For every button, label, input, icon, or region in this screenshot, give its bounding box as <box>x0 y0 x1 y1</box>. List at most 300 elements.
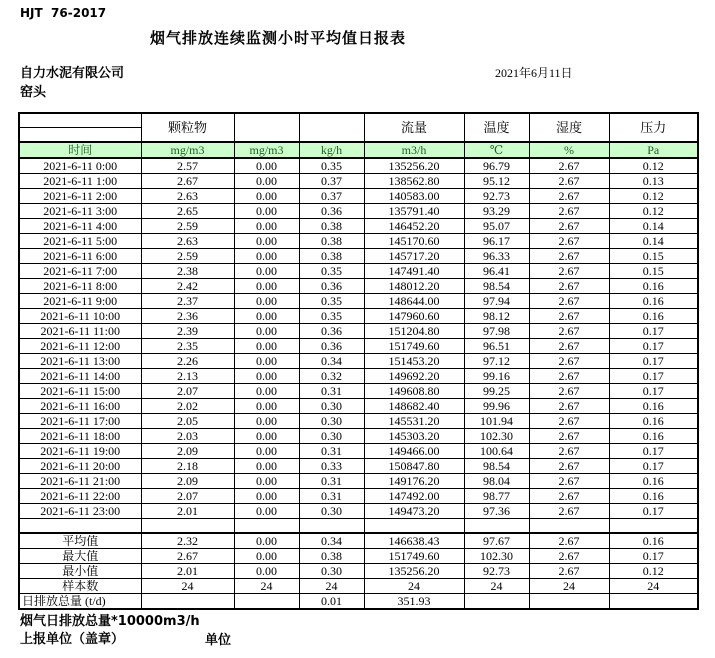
time-cell: 2021-6-11 5:00 <box>19 234 141 249</box>
time-cell: 2021-6-11 11:00 <box>19 324 141 339</box>
time-cell: 2021-6-11 23:00 <box>19 504 141 519</box>
value-cell: 96.33 <box>464 249 529 264</box>
value-cell: 0.00 <box>234 339 299 354</box>
header-group-row <box>19 113 698 128</box>
table-row <box>19 444 698 459</box>
value-cell: 0.00 <box>234 219 299 234</box>
value-cell: 135791.40 <box>364 204 464 219</box>
value-cell: 0.00 <box>234 384 299 399</box>
value-cell: 2.67 <box>529 504 609 519</box>
value-cell: 2.42 <box>141 279 234 294</box>
value-cell: 0.31 <box>299 489 364 504</box>
table-row <box>19 324 698 339</box>
value-cell: 0.31 <box>299 384 364 399</box>
table-row <box>19 279 698 294</box>
value-cell: 0.00 <box>234 264 299 279</box>
time-header-cell: 时间 <box>19 142 141 158</box>
value-cell: 2.67 <box>529 174 609 189</box>
value-cell: 99.25 <box>464 384 529 399</box>
value-cell: 0.36 <box>299 339 364 354</box>
value-cell: 0.00 <box>234 249 299 264</box>
value-cell: 140583.00 <box>364 189 464 204</box>
time-cell: 2021-6-11 1:00 <box>19 174 141 189</box>
value-cell: 2.09 <box>141 474 234 489</box>
value-cell: 96.79 <box>464 158 529 174</box>
value-cell: 0.00 <box>234 294 299 309</box>
value-cell: 0.00 <box>234 414 299 429</box>
value-cell: 0.12 <box>609 189 698 204</box>
summary-label-cell: 最小值 <box>19 564 141 579</box>
value-cell: 147492.00 <box>364 489 464 504</box>
value-cell: 0.30 <box>299 414 364 429</box>
summary-value-cell: 24 <box>464 579 529 594</box>
value-cell: 98.12 <box>464 309 529 324</box>
pollutant-group-cell: 颗粒物 <box>141 113 234 142</box>
unit-cell: Pa <box>609 142 698 158</box>
spacer-cell <box>464 519 529 534</box>
spacer-cell <box>609 519 698 534</box>
value-cell: 2.67 <box>529 158 609 174</box>
value-cell: 2.67 <box>529 399 609 414</box>
summary-value-cell: 0.00 <box>234 533 299 549</box>
value-cell: 2.26 <box>141 354 234 369</box>
table-row <box>19 234 698 249</box>
value-cell: 149692.20 <box>364 369 464 384</box>
summary-value-cell <box>141 594 234 610</box>
summary-value-cell: 146638.43 <box>364 533 464 549</box>
value-cell: 0.36 <box>299 324 364 339</box>
table-row <box>19 459 698 474</box>
summary-value-cell <box>609 594 698 610</box>
value-cell: 0.00 <box>234 174 299 189</box>
value-cell: 92.73 <box>464 189 529 204</box>
summary-value-cell: 0.34 <box>299 533 364 549</box>
value-cell: 2.67 <box>529 429 609 444</box>
summary-value-cell: 0.12 <box>609 564 698 579</box>
value-cell: 0.31 <box>299 474 364 489</box>
time-cell: 2021-6-11 6:00 <box>19 249 141 264</box>
value-cell: 2.57 <box>141 158 234 174</box>
spacer-cell <box>234 519 299 534</box>
summary-value-cell: 2.67 <box>141 549 234 564</box>
value-cell: 0.00 <box>234 429 299 444</box>
value-cell: 0.00 <box>234 399 299 414</box>
unit-cell: m3/h <box>364 142 464 158</box>
value-cell: 2.39 <box>141 324 234 339</box>
value-cell: 2.09 <box>141 444 234 459</box>
value-cell: 2.59 <box>141 249 234 264</box>
value-cell: 0.16 <box>609 489 698 504</box>
value-cell: 0.00 <box>234 309 299 324</box>
unit-label: 单位 <box>205 633 232 648</box>
value-cell: 2.67 <box>529 294 609 309</box>
value-cell: 2.36 <box>141 309 234 324</box>
value-cell: 0.30 <box>299 429 364 444</box>
header-corner-top-cell <box>19 113 141 128</box>
value-cell: 2.67 <box>529 309 609 324</box>
value-cell: 2.67 <box>529 204 609 219</box>
summary-value-cell: 0.38 <box>299 549 364 564</box>
summary-value-cell: 0.30 <box>299 564 364 579</box>
spacer-cell <box>19 519 141 534</box>
value-cell: 98.77 <box>464 489 529 504</box>
value-cell: 0.32 <box>299 369 364 384</box>
time-cell: 2021-6-11 8:00 <box>19 279 141 294</box>
value-cell: 0.17 <box>609 324 698 339</box>
value-cell: 0.17 <box>609 444 698 459</box>
summary-value-cell: 2.01 <box>141 564 234 579</box>
value-cell: 135256.20 <box>364 158 464 174</box>
value-cell: 2.67 <box>529 354 609 369</box>
value-cell: 147491.40 <box>364 264 464 279</box>
table-row <box>19 504 698 519</box>
value-cell: 149466.00 <box>364 444 464 459</box>
value-cell: 102.30 <box>464 429 529 444</box>
summary-value-cell: 0.00 <box>234 549 299 564</box>
summary-value-cell: 2.67 <box>529 549 609 564</box>
report-table <box>18 112 699 610</box>
header-unit-row <box>19 142 698 158</box>
summary-value-cell <box>464 594 529 610</box>
summary-value-cell: 24 <box>299 579 364 594</box>
table-row <box>19 429 698 444</box>
reporting-unit-stamp-label: 上报单位（盖章） <box>20 632 125 647</box>
value-cell: 148644.00 <box>364 294 464 309</box>
time-cell: 2021-6-11 17:00 <box>19 414 141 429</box>
summary-label-cell: 平均值 <box>19 533 141 549</box>
time-cell: 2021-6-11 18:00 <box>19 429 141 444</box>
value-cell: 99.96 <box>464 399 529 414</box>
value-cell: 0.31 <box>299 444 364 459</box>
value-cell: 0.16 <box>609 474 698 489</box>
value-cell: 146452.20 <box>364 219 464 234</box>
value-cell: 2.67 <box>529 339 609 354</box>
summary-value-cell: 24 <box>529 579 609 594</box>
summary-value-cell: 92.73 <box>464 564 529 579</box>
value-cell: 2.67 <box>529 384 609 399</box>
time-cell: 2021-6-11 12:00 <box>19 339 141 354</box>
value-cell: 0.16 <box>609 414 698 429</box>
summary-value-cell: 2.32 <box>141 533 234 549</box>
unit-cell: kg/h <box>299 142 364 158</box>
time-cell: 2021-6-11 19:00 <box>19 444 141 459</box>
pollutant-group-cell: 流量 <box>364 113 464 142</box>
value-cell: 2.07 <box>141 489 234 504</box>
table-row <box>19 219 698 234</box>
value-cell: 2.67 <box>529 324 609 339</box>
unit-cell: % <box>529 142 609 158</box>
time-cell: 2021-6-11 16:00 <box>19 399 141 414</box>
value-cell: 149473.20 <box>364 504 464 519</box>
summary-value-cell: 0.16 <box>609 533 698 549</box>
value-cell: 0.17 <box>609 459 698 474</box>
value-cell: 0.12 <box>609 158 698 174</box>
summary-value-cell: 135256.20 <box>364 564 464 579</box>
report-date: 2021年6月11日 <box>495 66 573 80</box>
page-title: 烟气排放连续监测小时平均值日报表 <box>150 29 407 47</box>
value-cell: 0.36 <box>299 279 364 294</box>
table-row <box>19 354 698 369</box>
value-cell: 2.67 <box>529 249 609 264</box>
report-table-wrapper <box>18 112 699 610</box>
table-row <box>19 189 698 204</box>
table-row <box>19 264 698 279</box>
value-cell: 0.38 <box>299 249 364 264</box>
value-cell: 2.37 <box>141 294 234 309</box>
time-cell: 2021-6-11 14:00 <box>19 369 141 384</box>
value-cell: 0.35 <box>299 294 364 309</box>
time-cell: 2021-6-11 0:00 <box>19 158 141 174</box>
value-cell: 96.41 <box>464 264 529 279</box>
value-cell: 96.51 <box>464 339 529 354</box>
value-cell: 151204.80 <box>364 324 464 339</box>
value-cell: 151749.60 <box>364 339 464 354</box>
value-cell: 2.67 <box>529 264 609 279</box>
value-cell: 2.67 <box>529 189 609 204</box>
data-rows <box>19 158 698 519</box>
value-cell: 0.30 <box>299 399 364 414</box>
time-cell: 2021-6-11 10:00 <box>19 309 141 324</box>
value-cell: 151453.20 <box>364 354 464 369</box>
value-cell: 0.16 <box>609 399 698 414</box>
value-cell: 148012.20 <box>364 279 464 294</box>
unit-cell: ℃ <box>464 142 529 158</box>
time-cell: 2021-6-11 9:00 <box>19 294 141 309</box>
value-cell: 2.67 <box>141 174 234 189</box>
value-cell: 2.63 <box>141 189 234 204</box>
value-cell: 2.38 <box>141 264 234 279</box>
value-cell: 0.00 <box>234 279 299 294</box>
value-cell: 2.67 <box>529 234 609 249</box>
value-cell: 0.14 <box>609 219 698 234</box>
time-cell: 2021-6-11 22:00 <box>19 489 141 504</box>
table-row <box>19 294 698 309</box>
summary-value-cell: 351.93 <box>364 594 464 610</box>
summary-row <box>19 549 698 564</box>
value-cell: 150847.80 <box>364 459 464 474</box>
value-cell: 0.38 <box>299 234 364 249</box>
value-cell: 147960.60 <box>364 309 464 324</box>
time-cell: 2021-6-11 20:00 <box>19 459 141 474</box>
pollutant-group-cell: 压力 <box>609 113 698 142</box>
value-cell: 2.67 <box>529 474 609 489</box>
value-cell: 2.67 <box>529 219 609 234</box>
value-cell: 97.94 <box>464 294 529 309</box>
value-cell: 0.35 <box>299 264 364 279</box>
value-cell: 0.36 <box>299 204 364 219</box>
table-row <box>19 309 698 324</box>
value-cell: 95.07 <box>464 219 529 234</box>
value-cell: 0.35 <box>299 158 364 174</box>
summary-row <box>19 533 698 549</box>
header-corner-bottom-cell <box>19 128 141 143</box>
value-cell: 0.37 <box>299 174 364 189</box>
value-cell: 0.14 <box>609 234 698 249</box>
value-cell: 0.00 <box>234 474 299 489</box>
value-cell: 0.00 <box>234 459 299 474</box>
table-row <box>19 369 698 384</box>
value-cell: 0.33 <box>299 459 364 474</box>
table-row <box>19 474 698 489</box>
value-cell: 2.05 <box>141 414 234 429</box>
value-cell: 97.12 <box>464 354 529 369</box>
summary-row <box>19 579 698 594</box>
unit-cell: mg/m3 <box>141 142 234 158</box>
summary-value-cell <box>234 594 299 610</box>
value-cell: 2.59 <box>141 219 234 234</box>
spacer-cell <box>529 519 609 534</box>
value-cell: 2.03 <box>141 429 234 444</box>
value-cell: 2.65 <box>141 204 234 219</box>
value-cell: 98.54 <box>464 459 529 474</box>
summary-row <box>19 564 698 579</box>
value-cell: 0.17 <box>609 339 698 354</box>
value-cell: 98.54 <box>464 279 529 294</box>
value-cell: 97.98 <box>464 324 529 339</box>
spacer-cell <box>364 519 464 534</box>
value-cell: 93.29 <box>464 204 529 219</box>
summary-value-cell: 0.01 <box>299 594 364 610</box>
value-cell: 0.13 <box>609 174 698 189</box>
summary-row <box>19 594 698 610</box>
table-row <box>19 489 698 504</box>
value-cell: 2.67 <box>529 369 609 384</box>
value-cell: 95.12 <box>464 174 529 189</box>
time-cell: 2021-6-11 3:00 <box>19 204 141 219</box>
value-cell: 0.00 <box>234 354 299 369</box>
pollutant-group-cell: 湿度 <box>529 113 609 142</box>
summary-value-cell: 97.67 <box>464 533 529 549</box>
table-row <box>19 384 698 399</box>
value-cell: 2.18 <box>141 459 234 474</box>
spacer-cell <box>299 519 364 534</box>
value-cell: 0.34 <box>299 354 364 369</box>
value-cell: 0.16 <box>609 279 698 294</box>
time-cell: 2021-6-11 15:00 <box>19 384 141 399</box>
value-cell: 2.01 <box>141 504 234 519</box>
value-cell: 2.35 <box>141 339 234 354</box>
value-cell: 2.63 <box>141 234 234 249</box>
summary-value-cell: 24 <box>609 579 698 594</box>
value-cell: 96.17 <box>464 234 529 249</box>
value-cell: 100.64 <box>464 444 529 459</box>
spacer-cell <box>141 519 234 534</box>
table-row <box>19 174 698 189</box>
value-cell: 145531.20 <box>364 414 464 429</box>
time-cell: 2021-6-11 7:00 <box>19 264 141 279</box>
value-cell: 148682.40 <box>364 399 464 414</box>
summary-label-cell: 样本数 <box>19 579 141 594</box>
spacer-row <box>19 519 698 534</box>
summary-value-cell: 0.00 <box>234 564 299 579</box>
value-cell: 0.35 <box>299 309 364 324</box>
value-cell: 149608.80 <box>364 384 464 399</box>
value-cell: 97.36 <box>464 504 529 519</box>
value-cell: 2.67 <box>529 444 609 459</box>
pollutant-group-cell: 温度 <box>464 113 529 142</box>
value-cell: 2.67 <box>529 279 609 294</box>
value-cell: 0.00 <box>234 324 299 339</box>
value-cell: 0.37 <box>299 189 364 204</box>
value-cell: 0.17 <box>609 384 698 399</box>
time-cell: 2021-6-11 13:00 <box>19 354 141 369</box>
time-cell: 2021-6-11 4:00 <box>19 219 141 234</box>
value-cell: 0.00 <box>234 234 299 249</box>
summary-value-cell: 151749.60 <box>364 549 464 564</box>
value-cell: 0.00 <box>234 504 299 519</box>
value-cell: 2.67 <box>529 414 609 429</box>
value-cell: 145303.20 <box>364 429 464 444</box>
pollutant-group-cell <box>299 113 364 142</box>
value-cell: 0.12 <box>609 204 698 219</box>
value-cell: 0.15 <box>609 249 698 264</box>
summary-value-cell: 102.30 <box>464 549 529 564</box>
value-cell: 0.17 <box>609 369 698 384</box>
value-cell: 2.02 <box>141 399 234 414</box>
value-cell: 0.15 <box>609 264 698 279</box>
table-row <box>19 399 698 414</box>
value-cell: 0.00 <box>234 189 299 204</box>
total-emission-note: 烟气日排放总量*10000m3/h <box>20 614 200 629</box>
value-cell: 0.00 <box>234 489 299 504</box>
table-row <box>19 158 698 174</box>
value-cell: 149176.20 <box>364 474 464 489</box>
summary-value-cell: 0.17 <box>609 549 698 564</box>
value-cell: 2.67 <box>529 459 609 474</box>
time-cell: 2021-6-11 2:00 <box>19 189 141 204</box>
pollutant-group-cell <box>234 113 299 142</box>
company-name: 自力水泥有限公司 <box>20 66 125 81</box>
summary-value-cell: 24 <box>234 579 299 594</box>
summary-label-cell: 日排放总量 (t/d) <box>19 594 141 610</box>
table-row <box>19 249 698 264</box>
table-row <box>19 339 698 354</box>
table-row <box>19 414 698 429</box>
summary-label-cell: 最大值 <box>19 549 141 564</box>
value-cell: 0.00 <box>234 204 299 219</box>
value-cell: 2.07 <box>141 384 234 399</box>
value-cell: 0.00 <box>234 158 299 174</box>
time-cell: 2021-6-11 21:00 <box>19 474 141 489</box>
value-cell: 0.30 <box>299 504 364 519</box>
summary-value-cell: 2.67 <box>529 564 609 579</box>
value-cell: 99.16 <box>464 369 529 384</box>
summary-value-cell: 24 <box>364 579 464 594</box>
value-cell: 138562.80 <box>364 174 464 189</box>
value-cell: 0.16 <box>609 309 698 324</box>
value-cell: 0.00 <box>234 369 299 384</box>
value-cell: 145717.20 <box>364 249 464 264</box>
value-cell: 0.38 <box>299 219 364 234</box>
table-row <box>19 204 698 219</box>
value-cell: 0.00 <box>234 444 299 459</box>
value-cell: 101.94 <box>464 414 529 429</box>
value-cell: 0.17 <box>609 354 698 369</box>
summary-value-cell: 2.67 <box>529 533 609 549</box>
value-cell: 2.13 <box>141 369 234 384</box>
value-cell: 0.17 <box>609 504 698 519</box>
standard-number: HJT 76-2017 <box>20 6 107 20</box>
summary-rows <box>19 519 698 610</box>
summary-value-cell: 24 <box>141 579 234 594</box>
unit-cell: mg/m3 <box>234 142 299 158</box>
value-cell: 0.16 <box>609 429 698 444</box>
summary-value-cell <box>529 594 609 610</box>
monitoring-location: 窑头 <box>20 85 47 100</box>
value-cell: 2.67 <box>529 489 609 504</box>
value-cell: 0.16 <box>609 294 698 309</box>
value-cell: 98.04 <box>464 474 529 489</box>
